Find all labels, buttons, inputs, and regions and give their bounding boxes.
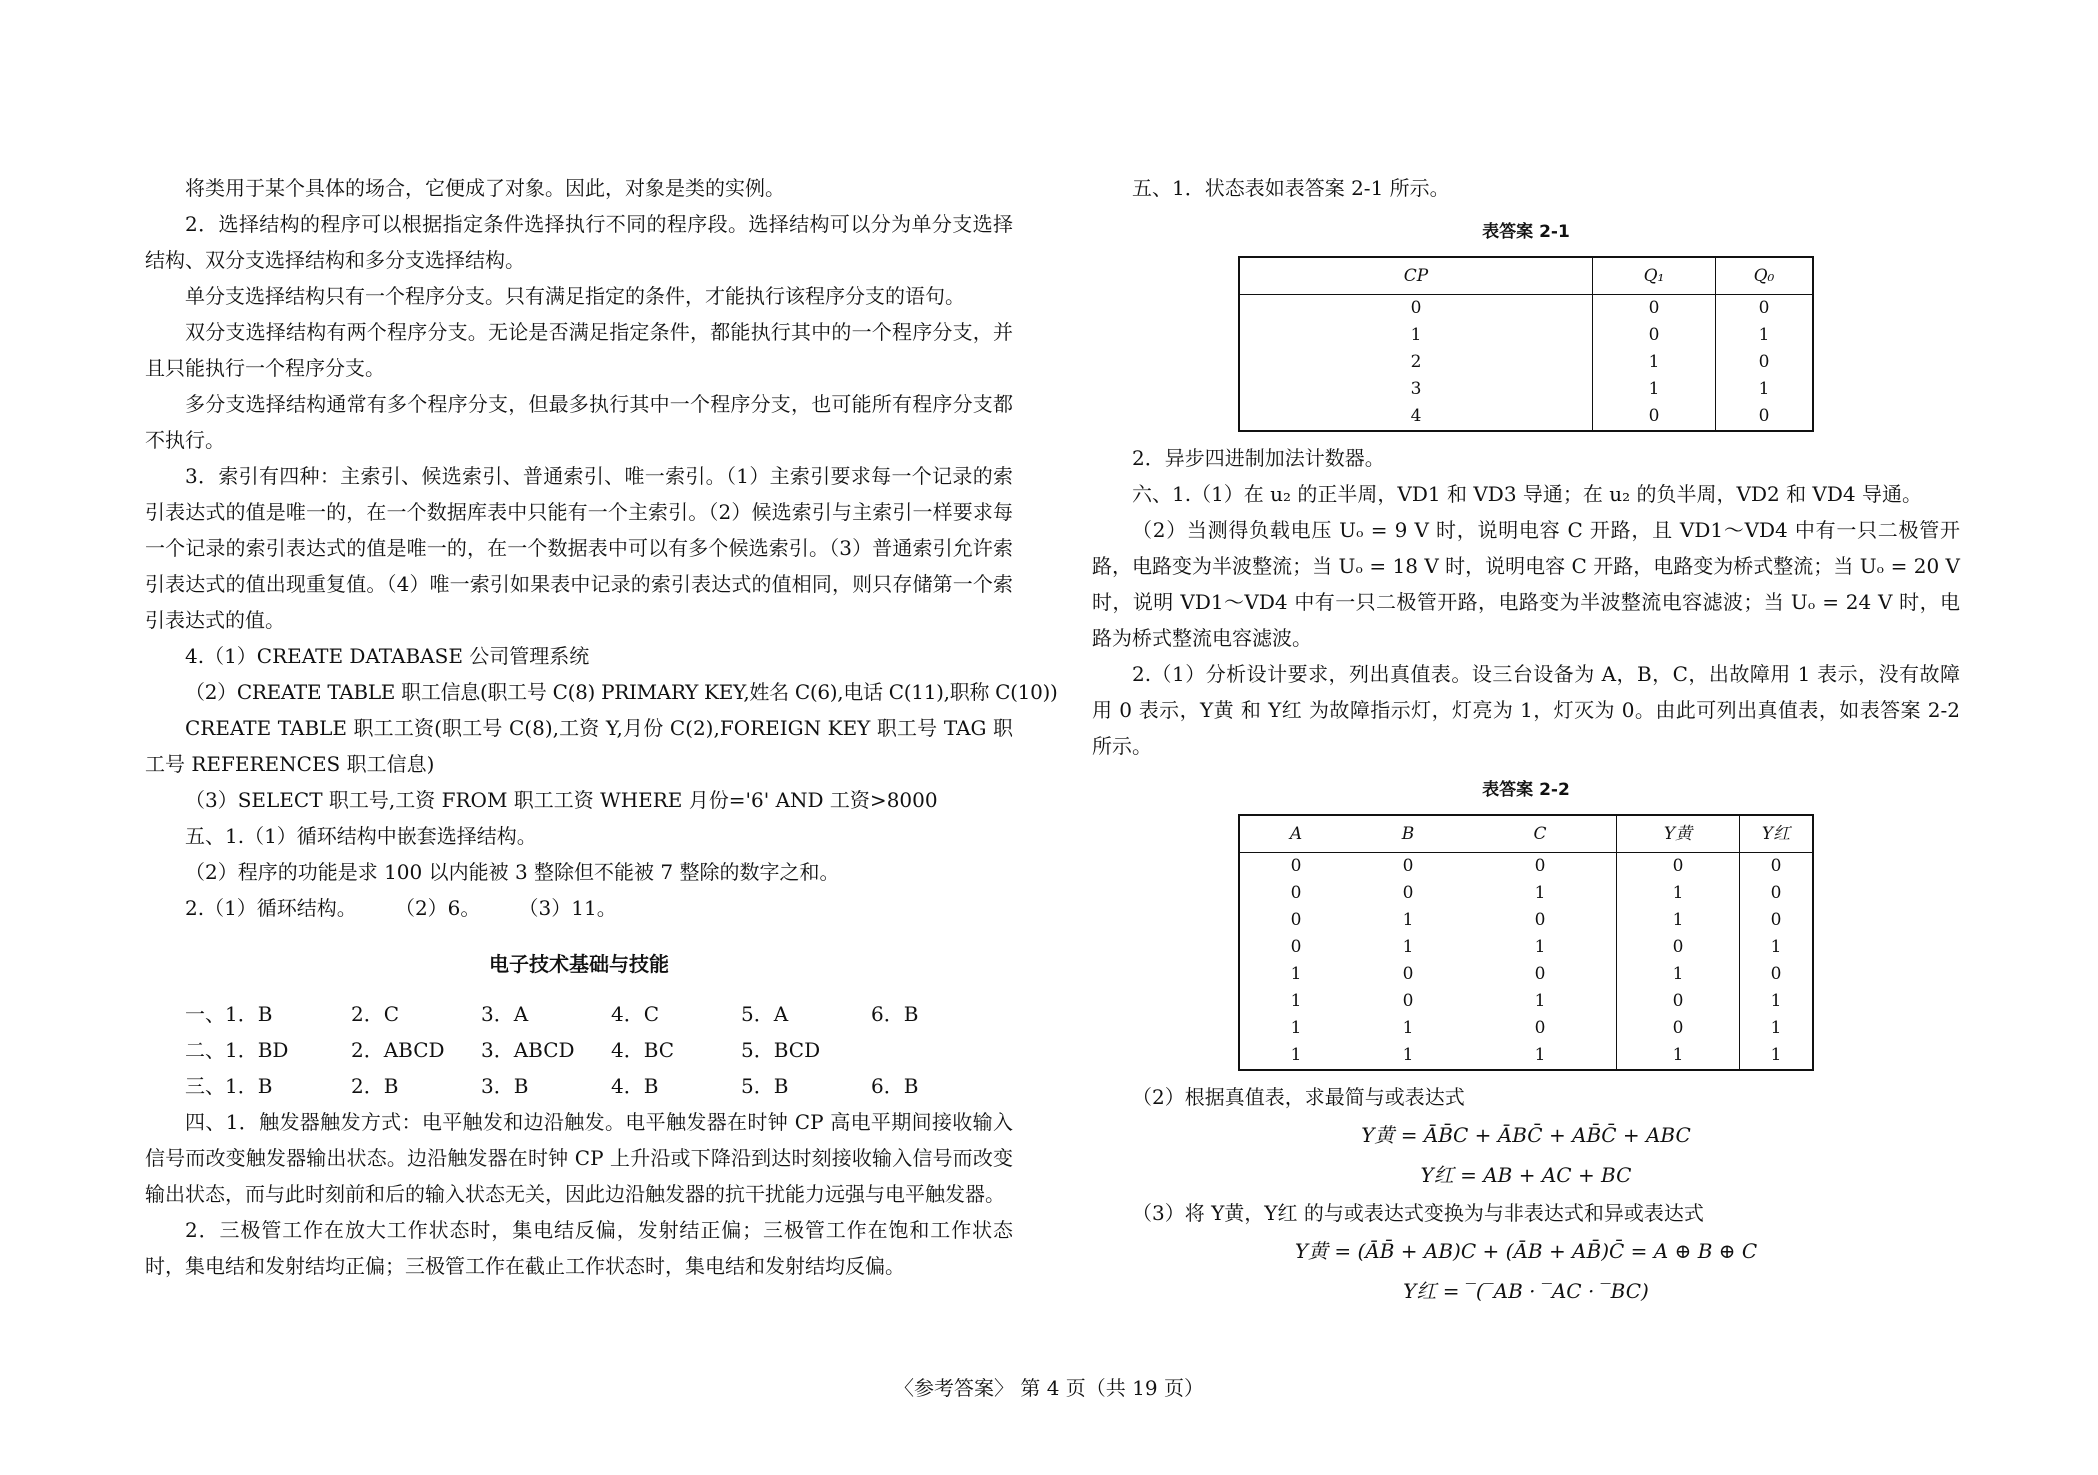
paragraph: （3）将 Y黄，Y红 的与或表达式变换为与非表达式和异或表达式 (1132, 1201, 1704, 1225)
right-column (1092, 170, 1960, 1311)
table-cell: 1 (1464, 880, 1617, 907)
table-cell: 3 (1239, 376, 1593, 403)
table-cell: 1 (1758, 325, 1770, 345)
answer-item: 3．B (481, 1074, 529, 1098)
table-cell: 1 (1464, 988, 1617, 1015)
table-cell: 0 (1617, 853, 1740, 881)
table-row (1239, 295, 1813, 323)
table-cell: 1 (1402, 1045, 1414, 1065)
table-cell: 2 (1239, 349, 1593, 376)
table-cell: 0 (1593, 322, 1716, 349)
table-cell: 1 (1593, 349, 1716, 376)
paragraph: 五、1.（1）循环结构中嵌套选择结构。 (185, 824, 537, 848)
table-cell: 1 (1464, 1042, 1617, 1070)
paragraph: （2）CREATE TABLE 职工信息(职工号 C(8) PRIMARY KEY,姓名 C(6),电话 C(11),职称 C(10)) (185, 680, 1058, 704)
table-cell: 1 (1464, 934, 1617, 961)
table-cell: 0 (1758, 352, 1770, 372)
table-cell: 0 (1402, 964, 1414, 984)
table-cell: 0 (1593, 295, 1716, 323)
paragraph: 六、1.（1）在 u₂ 的正半周，VD1 和 VD3 导通；在 u₂ 的负半周，VD2 和 VD4 导通。 (1132, 482, 1922, 506)
table-caption: 表答案 2-1 (1482, 222, 1570, 242)
table-cell: 0 (1770, 856, 1782, 876)
answer-item: 6．B (871, 1002, 919, 1026)
table-row (1239, 349, 1813, 376)
state-table (1238, 256, 1814, 432)
table-cell: 1 (1290, 1045, 1302, 1065)
paragraph: 五、1．状态表如表答案 2-1 所示。 (1132, 176, 1450, 200)
equation: Y红 = ‾(‾AB · ‾AC · ‾BC) (1403, 1279, 1649, 1303)
paragraph: （2）程序的功能是求 100 以内能被 3 整除但不能被 7 整除的数字之和。 (185, 860, 840, 884)
table-row (1239, 322, 1813, 349)
table-cell: 0 (1402, 883, 1414, 903)
table-cell: 1 (1402, 1018, 1414, 1038)
answer-row (145, 1068, 1013, 1104)
left-column (145, 170, 1058, 1284)
table-cell: 1 (1617, 1042, 1740, 1070)
table-header: Y红 (1740, 815, 1814, 853)
table-cell: 0 (1290, 937, 1302, 957)
answer-item: 4．C (611, 1002, 660, 1026)
paragraph: 多分支选择结构通常有多个程序分支，但最多执行其中一个程序分支，也可能所有程序分支都不执行。 (145, 392, 1013, 452)
paragraph: （2）当测得负载电压 Uₒ = 9 V 时，说明电容 C 开路，且 VD1～VD4 中有一只二极管开路，电路变为半波整流；当 Uₒ = 18 V 时，说明电容 C 开路，电路变为桥式整流；当 Uₒ = 20 V 时，说明 VD1～VD4 中有一只二极管开路，电路变为半波整流电容滤波；当 Uₒ = 24 V 时，电路为桥式整流电容滤波。 (1092, 518, 1960, 650)
table-cell: 0 (1617, 1015, 1740, 1042)
table-cell: 0 (1402, 991, 1414, 1011)
table-row (1239, 376, 1813, 403)
answer-row (145, 1032, 1013, 1068)
table-cell: 1 (1290, 991, 1302, 1011)
table-row (1239, 907, 1813, 934)
table-header: CP (1239, 257, 1593, 295)
equation: Y红 = AB + AC + BC (1420, 1163, 1632, 1187)
table-row (1239, 853, 1813, 881)
answer-item: 4．B (611, 1074, 659, 1098)
table-header: B (1352, 815, 1464, 853)
paragraph: 将类用于某个具体的场合，它便成了对象。因此，对象是类的实例。 (185, 176, 785, 200)
table-header: C (1464, 815, 1617, 853)
table-cell: 0 (1290, 856, 1302, 876)
table-cell: 0 (1239, 295, 1593, 323)
paragraph: CREATE TABLE 职工工资(职工号 C(8),工资 Y,月份 C(2),FOREIGN KEY 职工号 TAG 职工号 REFERENCES 职工信息) (145, 716, 1013, 776)
table-cell: 0 (1402, 856, 1414, 876)
table-cell: 0 (1464, 1015, 1617, 1042)
table-cell: 1 (1593, 376, 1716, 403)
answer-item: 一、1．B (185, 1002, 273, 1026)
table-header: Q₀ (1716, 257, 1814, 295)
paragraph: 2．选择结构的程序可以根据指定条件选择执行不同的程序段。选择结构可以分为单分支选择结构、双分支选择结构和多分支选择结构。 (145, 212, 1013, 272)
table-cell: 0 (1617, 988, 1740, 1015)
table-cell: 0 (1593, 403, 1716, 431)
answer-item: 6．B (871, 1074, 919, 1098)
table-cell: 0 (1464, 961, 1617, 988)
paragraph: 4.（1）CREATE DATABASE 公司管理系统 (185, 644, 590, 668)
equation: Y黄 = (ĀB̄ + AB)C + (ĀB + AB̄)C̄ = A ⊕ B ⊕ C (1294, 1239, 1758, 1263)
answer-item: 3．A (481, 1002, 529, 1026)
table-cell: 0 (1464, 907, 1617, 934)
table-cell: 1 (1770, 937, 1782, 957)
table-cell: 0 (1617, 934, 1740, 961)
answer-item: 2．C (351, 1002, 400, 1026)
table-row (1239, 1042, 1813, 1070)
table-cell: 1 (1402, 937, 1414, 957)
paragraph: 四、1．触发器触发方式：电平触发和边沿触发。电平触发器在时钟 CP 高电平期间接收输入信号而改变触发器输出状态。边沿触发器在时钟 CP 上升沿或下降沿到达时刻接收输入信号而改变输出状态，而与此时刻前和后的输入状态无关，因此边沿触发器的抗干扰能力远强与电平触发器。 (145, 1110, 1013, 1206)
table-cell: 0 (1290, 910, 1302, 930)
table-header: Y黄 (1617, 815, 1740, 853)
answer-item: 5．B (741, 1074, 789, 1098)
table-cell: 0 (1290, 883, 1302, 903)
paragraph: （3）SELECT 职工号,工资 FROM 职工工资 WHERE 月份='6' AND 工资>8000 (185, 788, 938, 812)
table-cell: 1 (1617, 907, 1740, 934)
answer-item: 4．BC (611, 1038, 675, 1062)
table-cell: 0 (1464, 853, 1617, 881)
equation: Y黄 = ĀB̄C + ĀBC̄ + AB̄C̄ + ABC (1361, 1123, 1691, 1147)
table-caption: 表答案 2-2 (1482, 780, 1570, 800)
paragraph: 双分支选择结构有两个程序分支。无论是否满足指定条件，都能执行其中的一个程序分支，并且只能执行一个程序分支。 (145, 320, 1013, 380)
table-cell: 1 (1617, 961, 1740, 988)
section-heading: 电子技术基础与技能 (489, 952, 669, 976)
table-row (1239, 934, 1813, 961)
table-cell: 1 (1402, 910, 1414, 930)
table-cell: 1 (1239, 322, 1593, 349)
table-cell: 1 (1770, 991, 1782, 1011)
paragraph: 3．索引有四种：主索引、候选索引、普通索引、唯一索引。（1）主索引要求每一个记录的索引表达式的值是唯一的，在一个数据库表中只能有一个主索引。（2）候选索引与主索引一样要求每一个记录的索引表达式的值是唯一的，在一个数据表中可以有多个候选索引。（3）普通索引允许索引表达式的值出现重复值。（4）唯一索引如果表中记录的索引表达式的值相同，则只存储第一个索引表达式的值。 (145, 464, 1013, 632)
answer-item: 5．BCD (741, 1038, 821, 1062)
table-header: A (1239, 815, 1352, 853)
paragraph: 2．异步四进制加法计数器。 (1132, 446, 1385, 470)
paragraph: 2.（1）循环结构。 （2）6。 （3）11。 (185, 896, 617, 920)
table-row (1239, 880, 1813, 907)
table-cell: 0 (1758, 298, 1770, 318)
table-cell: 0 (1758, 406, 1770, 426)
answer-row (145, 996, 1013, 1032)
answer-item: 5．A (741, 1002, 789, 1026)
table-cell: 1 (1617, 880, 1740, 907)
table-row (1239, 1015, 1813, 1042)
answer-item: 三、1．B (185, 1074, 273, 1098)
table-row (1239, 961, 1813, 988)
table-row (1239, 403, 1813, 431)
page-footer: 〈参考答案〉 第 4 页（共 19 页） (894, 1376, 1204, 1400)
answer-item: 2．B (351, 1074, 399, 1098)
table-row (1239, 988, 1813, 1015)
paragraph: 单分支选择结构只有一个程序分支。只有满足指定的条件，才能执行该程序分支的语句。 (185, 284, 965, 308)
answer-item: 3．ABCD (481, 1038, 575, 1062)
paragraph: （2）根据真值表，求最简与或表达式 (1132, 1085, 1465, 1109)
paragraph: 2．三极管工作在放大工作状态时，集电结反偏，发射结正偏；三极管工作在饱和工作状态时，集电结和发射结均正偏；三极管工作在截止工作状态时，集电结和发射结均反偏。 (145, 1218, 1013, 1278)
paragraph: 2.（1）分析设计要求，列出真值表。设三台设备为 A，B，C，出故障用 1 表示，没有故障用 0 表示，Y黄 和 Y红 为故障指示灯，灯亮为 1，灯灭为 0。由此可列出真值表，如表答案 2-2 所示。 (1092, 662, 1960, 758)
table-cell: 1 (1290, 964, 1302, 984)
table-cell: 0 (1770, 964, 1782, 984)
answer-item: 2．ABCD (351, 1038, 445, 1062)
table-cell: 1 (1770, 1045, 1782, 1065)
table-cell: 1 (1770, 1018, 1782, 1038)
table-cell: 4 (1239, 403, 1593, 431)
table-header: Q₁ (1593, 257, 1716, 295)
table-cell: 0 (1770, 883, 1782, 903)
table-cell: 0 (1770, 910, 1782, 930)
answer-item: 二、1．BD (185, 1038, 289, 1062)
truth-table (1238, 814, 1814, 1071)
table-cell: 1 (1290, 1018, 1302, 1038)
table-cell: 1 (1758, 379, 1770, 399)
